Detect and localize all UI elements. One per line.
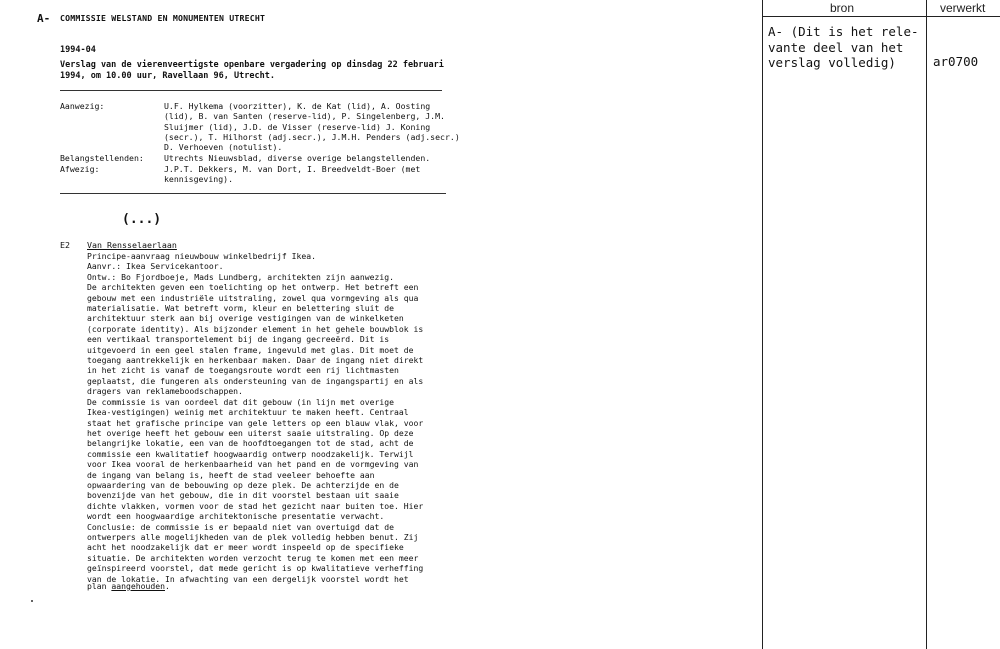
document-marker: A- (37, 12, 51, 25)
agenda-item-body: Principe-aanvraag nieuwbouw winkelbedrijf Ikea. Aanvr.: Ikea Servicekantoor. Ontw.: Bo Fjordboeje, Mads Lundberg, architekten zijn aanwezig. De architekten geven een toelichting op het ontwerp. Het betreft een gebouw met een industriële uitstraling, zowel qua vormgeving als qua materialisatie. Wat betreft vorm, kleur en belettering sluit de architektuur sterk aan bij overige vestigingen van de winkelketen (corporate identity). Als bijzonder element in het gehele bouwblok is een vertikaal transportelement bij de ingang gecreeërd. Dit is uitgevoerd in een geel stalen frame, ingevuld met glas. Dit moet de toegang aantrekkelijk en herkenbaar maken. Daar de ingang niet direkt in het zicht is vanaf de toegangsroute wordt een rij lichtmasten geplaatst, die fungeren als ondersteuning van de ingangspartij en als dragers van reklameboodschappen. De commissie is van oordeel dat dit gebouw (in lijn met overige Ikea-vestigingen) weinig met architektuur te maken heeft. Centraal staat het grafische principe van gele letters op een blauw vlak, voor het overige heeft het gebouw een uiterst saaie uitstraling. Op deze belangrijke lokatie, een van de hoofdtoegangen tot de stad, acht de commissie een kwalitatief hoogwaardig ontwerp noodzakelijk. Terwijl voor Ikea vooral de herkenbaarheid van het pand en de vormgeving van de ingang van belang is, heeft de stad veeleer behoefte aan opwaardering van de bebouwing op deze plek. De achterzijde en de bovenzijde van het gebouw, die in dit voorstel bestaan uit saaie dichte vlakken, vormen voor de stad het gezicht naar buiten toe. Hier wordt een hoogwaardige architektonische presentatie verwacht. Conclusie: de commissie is er bepaald niet van overtuigd dat de ontwerpers alle mogelijkheden van de plek volledig hebben benut. Zij acht het noodzakelijk dat er meer wordt inspeeld op de specifieke situatie. De architekten worden verzocht terug te komen met een meer geïnspireerd voorstel, dat mede gericht is op kwalitatieve verheffing van de lokatie. In afwachting van een dergelijk voorstel wordt het (87, 251, 424, 584)
conclusion-decision: aangehouden (111, 581, 165, 591)
attendance-present-list: U.F. Hylkema (voorzitter), K. de Kat (lid), A. Oosting (lid), B. van Santen (reserve-lid), P. Singelenberg, J.M. Sluijmer (lid), J.D. de Visser (reserve-lid) J. Koning (secr.), T. Hilhorst (adj.secr.), J.M.H. Penders (adj.secr.) D. Verhoeven (notulist). (164, 101, 460, 153)
processed-code: ar0700 (933, 54, 979, 69)
omission-ellipsis: (...) (122, 212, 162, 227)
meeting-heading: Verslag van de vierenveertigste openbare vergadering op dinsdag 22 februari 1994, om 10.00 uur, Ravellaan 96, Utrecht. (60, 60, 444, 81)
attendance-absent-list: J.P.T. Dekkers, M. van Dort, I. Breedveldt-Boer (met kennisgeving). (164, 164, 421, 185)
column-rule-right (926, 0, 927, 649)
attendance-label-present: Aanwezig: (60, 101, 105, 111)
conclusion-prefix: plan (87, 581, 112, 591)
attendance-label-absent: Afwezig: (60, 164, 100, 174)
column-header-processed: verwerkt (940, 1, 986, 15)
attendance-interested-list: Utrechts Nieuwsblad, diverse overige belangstellenden. (164, 153, 431, 163)
column-header-source: bron (830, 1, 855, 15)
column-rule-left (762, 0, 763, 649)
agenda-item-code: E2 (60, 240, 70, 250)
document-date: 1994-04 (60, 45, 96, 55)
divider-top (60, 90, 442, 91)
column-header-rule (762, 16, 1000, 17)
margin-dot (31, 600, 33, 602)
agenda-item-title: Van Rensselaerlaan (87, 240, 177, 250)
attendance-label-interested: Belangstellenden: (60, 153, 144, 163)
conclusion-suffix: . (164, 581, 170, 591)
divider-bottom (60, 193, 446, 194)
organization-title: COMMISSIE WELSTAND EN MONUMENTEN UTRECHT (60, 13, 266, 23)
agenda-item-conclusion-line (87, 581, 170, 591)
source-note: A- (Dit is het rele- vante deel van het verslag volledig) (768, 24, 919, 70)
